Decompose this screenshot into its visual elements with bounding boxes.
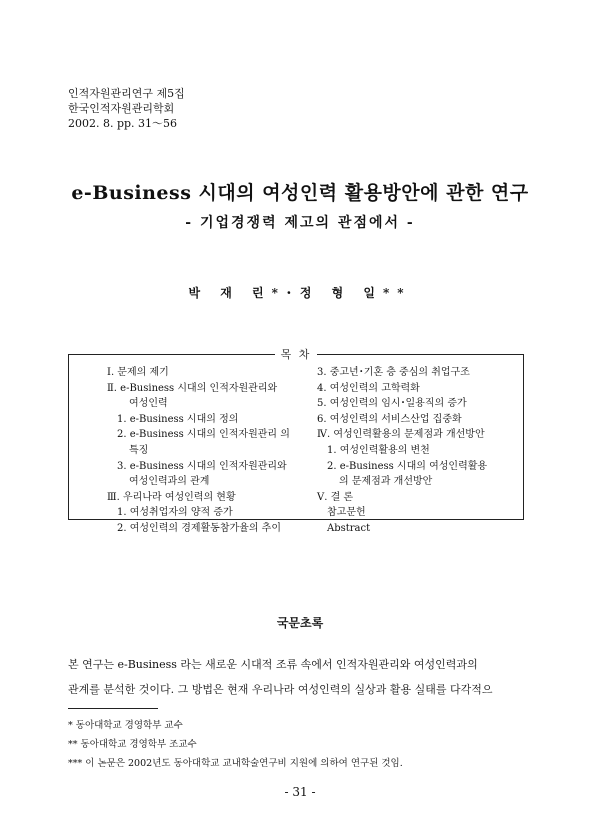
toc-item: 2. e-Business 시대의 인적자원관리 의 bbox=[117, 429, 290, 441]
toc-item: 3. 중고년･기혼 층 중심의 취업구조 bbox=[317, 367, 470, 378]
journal-name: 인적자원관리연구 제5집 bbox=[68, 87, 185, 100]
toc-item: 특징 bbox=[129, 444, 149, 456]
footnote: *** 이 논문은 2002년도 동아대학교 교내학술연구비 지원에 의하여 연구된 것임. bbox=[68, 758, 403, 769]
abstract-line: 관계를 분석한 것이다. 그 방법은 현재 우리나라 여성인력의 실상과 활용 실태를 다각적으 bbox=[68, 683, 493, 696]
abstract-line: 본 연구는 e-Business 라는 새로운 시대적 조류 속에서 인적자원관리와 여성인력과의 bbox=[68, 658, 478, 671]
toc-item: 2. e-Business 시대의 여성인력활용 bbox=[327, 460, 488, 472]
society-name: 한국인적자원관리학회 bbox=[68, 102, 175, 115]
toc-item: Ⅱ. e-Business 시대의 인적자원관리와 bbox=[107, 382, 278, 394]
toc-item: 1. e-Business 시대의 정의 bbox=[117, 413, 239, 425]
toc-item: 6. 여성인력의 서비스산업 집중화 bbox=[317, 413, 462, 425]
toc-item: 1. 여성취업자의 양적 증가 bbox=[117, 507, 233, 519]
toc-heading: 목 차 bbox=[275, 348, 318, 361]
journal-info bbox=[68, 86, 185, 131]
toc-item: 4. 여성인력의 고학력화 bbox=[317, 382, 420, 394]
toc-item: 3. e-Business 시대의 인적자원관리와 bbox=[117, 460, 287, 472]
abstract-body bbox=[68, 652, 526, 702]
issue-pages: 2002. 8. pp. 31～56 bbox=[68, 117, 178, 130]
toc-item: 여성인력과의 관계 bbox=[129, 476, 210, 488]
footnote: ** 동아대학교 경영학부 조교수 bbox=[68, 739, 197, 750]
footnote-rule bbox=[68, 708, 158, 709]
paper-subtitle: - 기업경쟁력 제고의 관점에서 - bbox=[185, 215, 415, 231]
footnote: * 동아대학교 경영학부 교수 bbox=[68, 720, 183, 731]
footnotes bbox=[68, 716, 403, 773]
page-number: - 31 - bbox=[284, 785, 316, 799]
abstract-heading: 국문초록 bbox=[276, 616, 324, 630]
toc-item: Ⅰ. 문제의 제기 bbox=[107, 367, 169, 378]
toc-item: 1. 여성인력활용의 변천 bbox=[327, 444, 430, 456]
toc-left-column bbox=[107, 365, 332, 537]
toc-item: 5. 여성인력의 임시･일용직의 증가 bbox=[317, 398, 467, 410]
toc-item: Ⅳ. 여성인력활용의 문제점과 개선방안 bbox=[317, 429, 485, 441]
table-of-contents bbox=[68, 348, 524, 534]
toc-item: Ⅴ. 결 론 bbox=[317, 491, 354, 503]
toc-item: 여성인력 bbox=[129, 398, 168, 410]
paper-title: e-Business 시대의 여성인력 활용방안에 관한 연구 bbox=[71, 182, 529, 204]
toc-item: 2. 여성인력의 경제활동참가율의 추이 bbox=[117, 522, 281, 534]
toc-right-column bbox=[317, 365, 517, 537]
authors: 박 재 린*･정 형 일** bbox=[188, 286, 412, 300]
toc-item: Abstract bbox=[327, 522, 371, 534]
toc-item: Ⅲ. 우리나라 여성인력의 현황 bbox=[107, 491, 236, 503]
toc-item: 참고문헌 bbox=[327, 507, 366, 519]
toc-item: 의 문제점과 개선방안 bbox=[339, 476, 433, 488]
